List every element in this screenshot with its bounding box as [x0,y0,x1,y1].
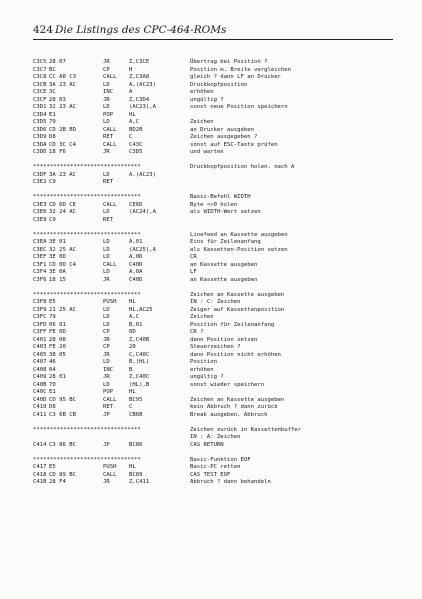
address: C403 [33,344,47,350]
operand: Z,C3D4 [129,96,150,103]
comment: Position [190,359,217,365]
comment: CAS RETURN [190,441,224,448]
comment: Steuerzeichen ? [190,344,241,350]
section-title: Zeichen an Kassette ausgeben [190,291,285,298]
operand: Z,C40C [129,374,150,380]
address: C3F1 [33,261,47,268]
comment: CR ? [190,329,204,335]
comment: dann Position setzen [190,336,258,343]
mnemonic: CP [103,66,110,73]
mnemonic: INC [103,366,114,373]
operand: CE6D [129,201,143,208]
section-subtitle: IN : A: Zeichen [190,434,241,440]
mnemonic: PUSH [103,464,117,470]
opcode-bytes: FE 0D [49,329,66,335]
address: C417 [33,464,47,470]
operand: BC86 [129,441,143,448]
operand: Z,C3A8 [129,74,150,80]
code-line [33,299,403,307]
opcode-bytes: 28 08 [49,336,66,343]
code-line [33,277,403,285]
mnemonic: CALL [103,141,117,148]
comment: erhöhen [190,89,214,95]
operand: A [129,89,133,95]
operand: (AC24),A [129,209,156,215]
operand: BC89 [129,471,143,478]
address: C3EC [33,246,47,253]
code-line [33,262,403,270]
operand: BD2B [129,126,143,133]
opcode-bytes: 70 [49,381,56,388]
address: C3DF [33,171,47,178]
mnemonic: JR [103,479,110,485]
mnemonic: POP [103,389,114,395]
opcode-bytes: CD 89 BC [49,471,76,478]
spacer [33,224,403,232]
code-line [33,374,403,382]
separator-stars: ******************************** [33,291,141,298]
address: C409 [33,374,47,380]
code-line [33,344,403,352]
address: C3EF [33,254,47,260]
operand: C40D [129,261,143,268]
spacer [33,157,403,165]
mnemonic: LD [103,321,110,328]
comment: sonst auf ESC-Taste prüfen [190,141,278,148]
comment: als Kassetten-Position setzen [190,246,288,253]
comment: dann Position nicht erhöhen [190,351,281,358]
section-title: Basic-Befehl WIDTH [190,194,251,200]
section-subtitle: Eins für Zeilenanfang [190,239,261,245]
address: C3FC [33,314,47,320]
address: C418 [33,471,47,478]
code-line [33,389,403,397]
comment: Druckkopfposition [190,81,248,88]
opcode-bytes: C3 6B CB [49,411,76,418]
operand: (AC25),A [129,246,156,253]
comment: Zeichen an Kassette ausgeben [190,396,285,403]
operand: Z,C3CE [129,59,150,65]
code-line [33,74,403,82]
code-line [33,172,403,180]
operand: A,C [129,314,140,320]
opcode-bytes: 38 05 [49,351,66,358]
mnemonic: LD [103,254,110,260]
operand: C,C40C [129,351,150,358]
address: C3C8 [33,74,47,80]
code-line [33,127,403,135]
code-line [33,247,403,255]
section-subtitle: Byte <>0 holen [190,201,238,208]
address: C3D6 [33,126,47,133]
operand: C [129,404,133,410]
comment: Zeichen [190,119,214,125]
section-heading [33,164,403,172]
code-line [33,329,403,337]
address: C3D4 [33,111,47,118]
address: C3C7 [33,66,47,73]
separator-stars: ******************************** [33,164,141,170]
mnemonic: RET [103,134,114,140]
address: C3DD [33,149,47,155]
opcode-bytes: E5 [49,299,56,305]
address: C3F8 [33,299,47,305]
code-line [33,382,403,390]
opcode-bytes: C9 [49,179,56,185]
code-line [33,442,403,450]
address: C3D9 [33,134,47,140]
operand: B,01 [129,321,143,328]
address: C3CF [33,96,47,103]
spacer [33,449,403,457]
code-line [33,367,403,375]
comment: CAS TEST EOF [190,471,231,478]
comment: und warten [190,149,224,155]
code-line [33,352,403,360]
opcode-bytes: 18 15 [49,276,66,283]
spacer [33,284,403,292]
opcode-bytes: 3C [49,89,56,95]
mnemonic: JR [103,374,110,380]
operand: A,0A [129,269,143,275]
opcode-bytes: 32 25 AC [49,246,76,253]
mnemonic: JR [103,149,110,155]
code-line [33,67,403,75]
separator-stars: ******************************** [33,456,141,463]
address: C405 [33,351,47,358]
opcode-bytes: E5 [49,464,56,470]
mnemonic: LD [103,359,110,365]
address: C3CE [33,89,47,95]
address: C414 [33,441,47,448]
comment: LF [190,269,197,275]
code-line [33,472,403,480]
mnemonic: POP [103,111,114,118]
opcode-bytes: C9 [49,216,56,223]
comment: ungültig ? [190,374,224,380]
code-line [33,179,403,187]
address: C3E2 [33,179,47,185]
opcode-bytes: E1 [49,389,56,395]
operand: C40D [129,276,143,283]
address: C40C [33,389,47,395]
opcode-bytes: CC A8 C3 [49,74,76,80]
mnemonic: LD [103,171,110,178]
section-heading [33,427,403,435]
operand: B,(HL) [129,359,150,365]
opcode-bytes: 79 [49,314,56,320]
comment: Position m. Breite vergleichen [190,66,292,73]
section-title: Basic-Funktion EOF [190,456,251,463]
address: C3FF [33,329,47,335]
code-line [33,134,403,142]
operand: A,0D [129,254,143,260]
opcode-bytes: 28 03 [49,96,66,103]
mnemonic: INC [103,89,114,95]
code-line [33,479,403,487]
code-line [33,464,403,472]
opcode-bytes: CD 6D CE [49,201,76,208]
mnemonic: CALL [103,201,117,208]
mnemonic: CALL [103,471,117,478]
mnemonic: PUSH [103,299,117,305]
comment: Abbruch ? dann behandeln [190,479,271,485]
section-title: Druckkopfposition holen, nach A [190,164,295,170]
mnemonic: JP [103,411,110,418]
opcode-bytes: 21 25 AC [49,306,76,313]
opcode-bytes: 04 [49,366,56,373]
mnemonic: JR [103,96,110,103]
opcode-bytes: 32 24 AC [49,209,76,215]
spacer [33,419,403,427]
address: C3CB [33,81,47,88]
code-line [33,82,403,90]
mnemonic: LD [103,269,110,275]
code-line [33,269,403,277]
opcode-bytes: 28 07 [49,59,66,65]
mnemonic: CP [103,329,110,335]
address: C3E6 [33,209,47,215]
mnemonic: LD [103,306,110,313]
operand: C43C [129,141,143,148]
opcode-bytes: 3E 0A [49,269,66,275]
address: C401 [33,336,47,343]
operand: HL [129,299,136,305]
operand: CB6B [129,411,143,418]
opcode-bytes: 32 23 AC [49,104,76,110]
comment: Position für Zeilenanfang [190,321,275,328]
operand: C3D5 [129,149,143,155]
opcode-bytes: 3A 23 AC [49,81,76,88]
code-line [33,119,403,127]
code-line [33,359,403,367]
address: C41B [33,479,47,485]
separator-stars: ******************************** [33,231,141,238]
operand: (AC23),A [129,104,156,110]
opcode-bytes: 18 F6 [49,149,66,155]
address: C3EA [33,239,47,245]
opcode-bytes: BC [49,66,56,73]
opcode-bytes: 28 F4 [49,479,66,485]
mnemonic: JP [103,441,110,448]
comment: als WIDTH-Wert setzen [190,209,261,215]
comment: Zeiger auf Kassettenposition [190,306,285,313]
mnemonic: CALL [103,396,117,403]
comment: an Kassette ausgeben [190,261,258,268]
mnemonic: JR [103,59,110,65]
code-line [33,397,403,405]
code-line [33,59,403,67]
section-subtitle: IN : C: Zeichen [190,299,241,305]
operand: 20 [129,344,136,350]
address: C40D [33,396,47,403]
address: C3F6 [33,276,47,283]
address: C40B [33,381,47,388]
comment: Zeichen [190,314,214,320]
comment: sonst wieder speichern [190,381,265,388]
page-number: 424 [33,24,54,36]
operand: 0D [129,329,136,335]
code-line [33,209,403,217]
address: C3D1 [33,104,47,110]
address: C3DA [33,141,47,148]
code-line [33,412,403,420]
operand: A,01 [129,239,143,245]
code-line [33,314,403,322]
comment: Break ausgeben, Abbruch [190,411,268,418]
address: C408 [33,366,47,373]
address: C3E9 [33,216,47,223]
code-line [33,434,403,442]
address: C3FD [33,321,47,328]
mnemonic: RET [103,179,114,185]
operand: A,C [129,119,140,125]
opcode-bytes: CD 3C C4 [49,141,76,148]
code-line [33,322,403,330]
operand: Z,C411 [129,479,150,485]
mnemonic: RET [103,216,114,223]
code-line [33,142,403,150]
mnemonic: LD [103,119,110,125]
address: C3E3 [33,201,47,208]
opcode-bytes: D8 [49,404,56,410]
code-line [33,104,403,112]
operand: HL [129,389,136,395]
code-line [33,404,403,412]
page-header [33,23,393,40]
operand: H [129,66,133,73]
comment: Zeichen ausgegeben ? [190,134,258,140]
operand: A,(AC23) [129,171,156,178]
opcode-bytes: 46 [49,359,56,365]
comment: Basic-PC retten [190,464,241,470]
opcode-bytes: D8 [49,134,56,140]
operand: C [129,134,133,140]
opcode-bytes: FE 20 [49,344,66,350]
separator-stars: ******************************** [33,426,141,433]
mnemonic: LD [103,381,110,388]
mnemonic: JR [103,351,110,358]
mnemonic: CALL [103,261,117,268]
opcode-bytes: 3E 0D [49,254,66,260]
address: C411 [33,411,47,418]
operand: HL [129,464,136,470]
opcode-bytes: 28 01 [49,374,66,380]
code-line [33,202,403,210]
mnemonic: CALL [103,126,117,133]
operand: HL,AC25 [129,306,153,313]
operand: (HL),B [129,381,150,388]
section-heading [33,457,403,465]
code-line [33,97,403,105]
assembly-listing [33,59,403,487]
code-line [33,337,403,345]
address: C3F4 [33,269,47,275]
comment: ungültig ? [190,96,224,103]
mnemonic: CP [103,344,110,350]
code-line [33,254,403,262]
comment: erhöhen [190,366,214,373]
section-heading [33,232,403,240]
operand: BC95 [129,396,143,403]
comment: gleich ? dann LF an Drucker [190,74,281,80]
opcode-bytes: C3 86 BC [49,441,76,448]
comment: Übertrag bei Position ? [190,59,268,65]
address: C410 [33,404,47,410]
comment: CR [190,254,197,260]
mnemonic: LD [103,239,110,245]
opcode-bytes: 06 01 [49,321,66,328]
address: C3F9 [33,306,47,313]
opcode-bytes: 79 [49,119,56,125]
code-line [33,89,403,97]
opcode-bytes: 3E 01 [49,239,66,245]
code-line [33,112,403,120]
separator-stars: ******************************** [33,194,141,200]
section-title: Linefeed an Kassette ausgeben [190,231,288,238]
page-title: Die Listings des CPC-464-ROMs [55,24,227,36]
opcode-bytes: E1 [49,111,56,118]
mnemonic: LD [103,314,110,320]
comment: sonst neue Position speichern [190,104,288,110]
section-heading [33,292,403,300]
address: C3C5 [33,59,47,65]
opcode-bytes: 3A 23 AC [49,171,76,178]
mnemonic: LD [103,81,110,88]
opcode-bytes: CD 0D C4 [49,261,76,268]
mnemonic: RET [103,404,114,410]
operand: A,(AC23) [129,81,156,88]
spacer [33,187,403,195]
operand: B [129,366,133,373]
operand: HL [129,111,136,118]
mnemonic: LD [103,104,110,110]
comment: kein Abbruch ? dann zurück [190,404,278,410]
comment: an Drucker ausgeben [190,126,254,133]
mnemonic: CALL [103,74,117,80]
opcode-bytes: CD 95 BC [49,396,76,403]
section-heading [33,194,403,202]
mnemonic: LD [103,246,110,253]
address: C407 [33,359,47,365]
code-line [33,217,403,225]
opcode-bytes: CD 2B BD [49,126,76,133]
code-line [33,239,403,247]
mnemonic: LD [103,209,110,215]
code-line [33,307,403,315]
comment: an Kassette ausgeben [190,276,258,283]
mnemonic: JR [103,276,110,283]
section-title: Zeichen zurück in Kassettenbuffer [190,426,302,433]
address: C3D5 [33,119,47,125]
operand: Z,C40B [129,336,150,343]
mnemonic: JR [103,336,110,343]
code-line [33,149,403,157]
